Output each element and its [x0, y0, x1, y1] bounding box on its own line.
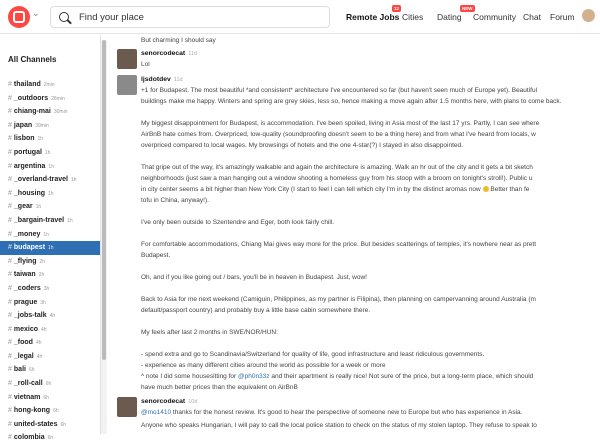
channel-name: japan	[13, 121, 33, 129]
channel-time: 1h	[37, 136, 44, 143]
channel-name: vietnam	[13, 393, 41, 401]
channel-item[interactable]	[0, 92, 100, 106]
channel-name: argentina	[13, 162, 46, 170]
message-header	[141, 49, 197, 59]
channel-name: budapest	[13, 244, 46, 252]
message-line: default/passport country) and probably buy a little base cabin somewhere there.	[141, 307, 371, 314]
channel-item[interactable]	[0, 78, 100, 92]
channel-sidebar	[0, 35, 101, 442]
channel-time: 4h	[41, 326, 47, 333]
channel-item[interactable]	[0, 296, 100, 310]
search-icon	[59, 12, 69, 22]
message-time: 10d	[188, 399, 198, 405]
channel-name: _coders	[13, 284, 41, 292]
message-line: overpriced compared to local wages. My browsings of hotels and the one 4-star(?) I stayed in also disappointed.	[141, 142, 463, 149]
username[interactable]: senorcodecat	[141, 398, 186, 405]
hash-icon: #	[8, 366, 12, 374]
channel-item[interactable]	[0, 431, 100, 445]
channel-name: lisbon	[13, 135, 35, 143]
hash-icon: #	[8, 176, 12, 184]
message-text: @mo1410 thanks for the honest review. It's good to hear the perspective of someone new to Europe but who has experience in Asia.	[141, 409, 523, 416]
channel-item[interactable]	[0, 350, 100, 364]
chat-messages	[108, 35, 600, 434]
hash-icon: #	[8, 203, 12, 211]
channel-name: colombia	[13, 434, 45, 442]
channel-item[interactable]	[0, 336, 100, 350]
hash-icon: #	[8, 257, 12, 265]
message-header	[141, 75, 183, 85]
nav-forum[interactable]: Forum	[550, 12, 575, 22]
message-line: Budapest.	[141, 252, 171, 259]
hash-icon: #	[8, 135, 12, 143]
channel-time: 1h	[48, 245, 54, 252]
message-line: My biggest disappointment for Budapest, is accommodation. I've been spoiled, living in Asia most of the last 17 yrs. Partly, I can see where	[141, 120, 540, 127]
hash-icon: #	[8, 284, 12, 292]
channel-item[interactable]	[0, 363, 100, 377]
hash-icon: #	[8, 244, 12, 252]
channel-item[interactable]	[0, 119, 100, 133]
channel-item[interactable]	[0, 323, 100, 337]
message-line: For comfortable accommodations, Chiang Mai gives way more for the price. But besides scatterings of temples, it's nowhere near as prett	[141, 241, 537, 248]
message-text: But charming I should say	[141, 37, 216, 44]
channel-time: 39min	[35, 122, 49, 129]
username[interactable]: senorcodecat	[141, 50, 186, 57]
hash-icon: #	[8, 81, 12, 88]
message-line: ^ note I did some housesitting for @ph0n33z and their apartment is really nice! Not sure of the price, but a long-term place, which should	[141, 373, 534, 380]
hash-icon: #	[8, 108, 12, 116]
message-line: buildings make me happy. Winters and spring are grey skies, less so, hence making a move again after 1.5 months here, with plans to come back.	[141, 98, 562, 105]
remote-jobs-count-badge: 12	[394, 6, 400, 11]
channel-name: portugal	[13, 148, 42, 156]
channel-time: 1h	[71, 177, 77, 184]
channel-item[interactable]	[0, 241, 100, 255]
message-line: My feels after last 2 months in SWE/NOR/HUN:	[141, 329, 278, 336]
channel-time: 6h	[28, 367, 35, 374]
sidebar-scrollbar[interactable]	[101, 40, 107, 434]
channel-item[interactable]	[0, 377, 100, 391]
hash-icon: #	[8, 380, 12, 388]
hash-icon: #	[8, 121, 12, 129]
message-line: neighborhoods (just saw a man hanging out a window shooting a homeless guy from his stoop with a broom on tonight's stroll!). Public u	[141, 175, 533, 182]
channel-name: _money	[13, 230, 41, 238]
channel-item[interactable]	[0, 105, 100, 119]
channel-item[interactable]	[0, 228, 100, 242]
hash-icon: #	[8, 420, 12, 428]
channel-name: united-states	[13, 420, 58, 428]
hash-icon: #	[8, 189, 12, 197]
channel-name: prague	[13, 298, 38, 306]
message-line: That gripe out of the way, it's amazingly walkable and again the architecture is amazing. Walk an hr out of the city and it gets a bit sketch	[141, 164, 533, 171]
message-line: have much better prices than the equivalent on AirBnB	[141, 384, 298, 391]
hash-icon: #	[8, 393, 12, 401]
channel-time: 6h	[53, 408, 59, 415]
channel-time: 1h	[67, 217, 73, 224]
channel-time: 4h	[35, 340, 42, 347]
channel-name: _legal	[13, 352, 34, 360]
hash-icon: #	[8, 339, 12, 347]
channel-time: 1h	[48, 190, 54, 197]
channel-time: 2min	[43, 82, 55, 88]
channel-time: 1h	[35, 204, 42, 211]
top-bar	[0, 0, 600, 34]
message-line: - experience as many different cities around the world as possible for a week or more	[141, 362, 386, 369]
nav-dating[interactable]: Dating NEW	[437, 6, 473, 22]
channel-name: mexico	[13, 325, 39, 333]
channel-name: _jobs-talk	[13, 312, 47, 320]
channel-time: 4h	[36, 353, 43, 360]
channel-name: chiang-mai	[13, 108, 51, 116]
hash-icon: #	[8, 434, 12, 442]
avatar[interactable]	[117, 75, 137, 95]
message-line: Back to Asia for me next weekend (Camiguin, Philippines, as my partner is Filipina), then planning on campervanning around Australia (m	[141, 296, 536, 303]
message-header	[141, 397, 197, 407]
hash-icon: #	[8, 271, 12, 279]
channel-time: 1h	[48, 163, 54, 170]
hash-icon: #	[8, 312, 12, 320]
channel-time: 6h	[47, 435, 54, 442]
channel-name: thailand	[13, 81, 41, 88]
channel-name: _outdoors	[13, 94, 49, 102]
user-avatar[interactable]	[582, 9, 595, 22]
channel-name: taiwan	[13, 271, 36, 279]
channel-item[interactable]	[0, 268, 100, 282]
hash-icon: #	[8, 230, 12, 238]
channel-list	[0, 78, 100, 445]
nav-cities[interactable]: Cities	[402, 12, 424, 22]
channel-item[interactable]	[0, 146, 100, 160]
channel-time: 2h	[38, 272, 45, 279]
message-line: tofu in China, anyway!).	[141, 197, 209, 204]
channel-time: 6h	[45, 381, 52, 388]
channel-time: 6h	[43, 394, 49, 401]
hash-icon: #	[8, 162, 12, 170]
channel-time: 1h	[44, 149, 51, 156]
hash-icon: #	[8, 325, 12, 333]
hash-icon: #	[8, 216, 12, 224]
channel-item[interactable]	[0, 187, 100, 201]
channel-item[interactable]	[0, 173, 100, 187]
channel-item[interactable]	[0, 404, 100, 418]
hash-icon: #	[8, 148, 12, 156]
channel-item[interactable]	[0, 391, 100, 405]
channel-item[interactable]	[0, 160, 100, 174]
channel-time: 3h	[43, 285, 50, 292]
channel-item[interactable]	[0, 132, 100, 146]
channel-time: 4h	[49, 313, 56, 320]
nav-chat[interactable]: Chat	[523, 12, 541, 22]
channel-name: _overland-travel	[13, 176, 68, 184]
mention-link[interactable]: @mo1410	[141, 409, 172, 416]
channel-item[interactable]	[0, 418, 100, 432]
channel-name: _flying	[13, 257, 37, 265]
hash-icon: #	[8, 407, 12, 415]
channel-time: 28min	[51, 95, 65, 102]
channel-name: _gear	[13, 203, 33, 211]
dating-new-badge: NEW	[462, 6, 473, 11]
channel-item[interactable]	[0, 255, 100, 269]
channel-name: _food	[13, 339, 33, 347]
channel-time: 30min	[53, 109, 68, 116]
message-text: Lol	[141, 61, 150, 68]
message-line: - spend extra and go to Scandinavia/Switzerland for quality of life, good infrastructure and least ridiculous governments.	[141, 351, 485, 358]
channel-time: 1h	[43, 231, 49, 238]
message-line: Oh, and if you like going out / bars, you'll be in heaven in Budapest. Just, wow!	[141, 274, 367, 281]
nomad-list-logo-icon[interactable]	[8, 6, 30, 28]
avatar[interactable]	[117, 397, 137, 417]
nav-remote-jobs[interactable]: Remote Jobs 12	[346, 6, 400, 22]
message-time: 11d	[173, 77, 183, 83]
channel-name: _roll-call	[13, 380, 43, 388]
channel-name: bali	[13, 366, 26, 374]
channel-name: hong-kong	[13, 407, 51, 415]
search-input[interactable]	[79, 10, 319, 25]
channel-item[interactable]	[0, 282, 100, 296]
channel-name: _bargain-travel	[13, 216, 65, 224]
nav-community[interactable]: Community	[473, 12, 516, 22]
channel-time: 3h	[40, 299, 46, 306]
channel-item[interactable]	[0, 309, 100, 323]
avatar[interactable]	[117, 49, 137, 69]
message-line: in city center seems a bit higher than New York City (I start to feel I can tell which city I'm in by the distinct aromas now Better than fe	[141, 186, 530, 193]
message-time: 11d	[188, 51, 197, 57]
channel-item[interactable]	[0, 200, 100, 214]
hash-icon: #	[8, 94, 12, 102]
channel-time: 6h	[60, 421, 67, 428]
mention-link[interactable]: @ph0n33z	[238, 373, 270, 380]
message-line: I've only been outside to Szentendre and Eger, both look fairly chill.	[141, 219, 335, 226]
channel-name: _housing	[13, 189, 46, 197]
message-line: AirBnB hate comes from. Overpriced, low-quality (soundproofing doesn't seem to be a thing here) and from what I've heard from locals, w	[141, 131, 536, 138]
channel-time: 2h	[39, 258, 46, 265]
hash-icon: #	[8, 352, 12, 360]
hash-icon: #	[8, 298, 12, 306]
search-box[interactable]	[50, 6, 330, 28]
sidebar-title: All Channels	[8, 55, 57, 64]
chevron-down-icon[interactable]: ⌄	[32, 8, 40, 18]
username[interactable]: ljsdotdev	[141, 76, 171, 83]
channel-item[interactable]	[0, 214, 100, 228]
message-line: +1 for Budapest. The most beautiful *and consistent* architecture I've encountered so far (but haven't seen much of Europe yet). Beautiful	[141, 87, 538, 94]
message-text: Anyone who speaks Hungarian, I will pay to call the local police station to check on the status of my stolen laptop. They refuse to speak to	[141, 422, 537, 429]
